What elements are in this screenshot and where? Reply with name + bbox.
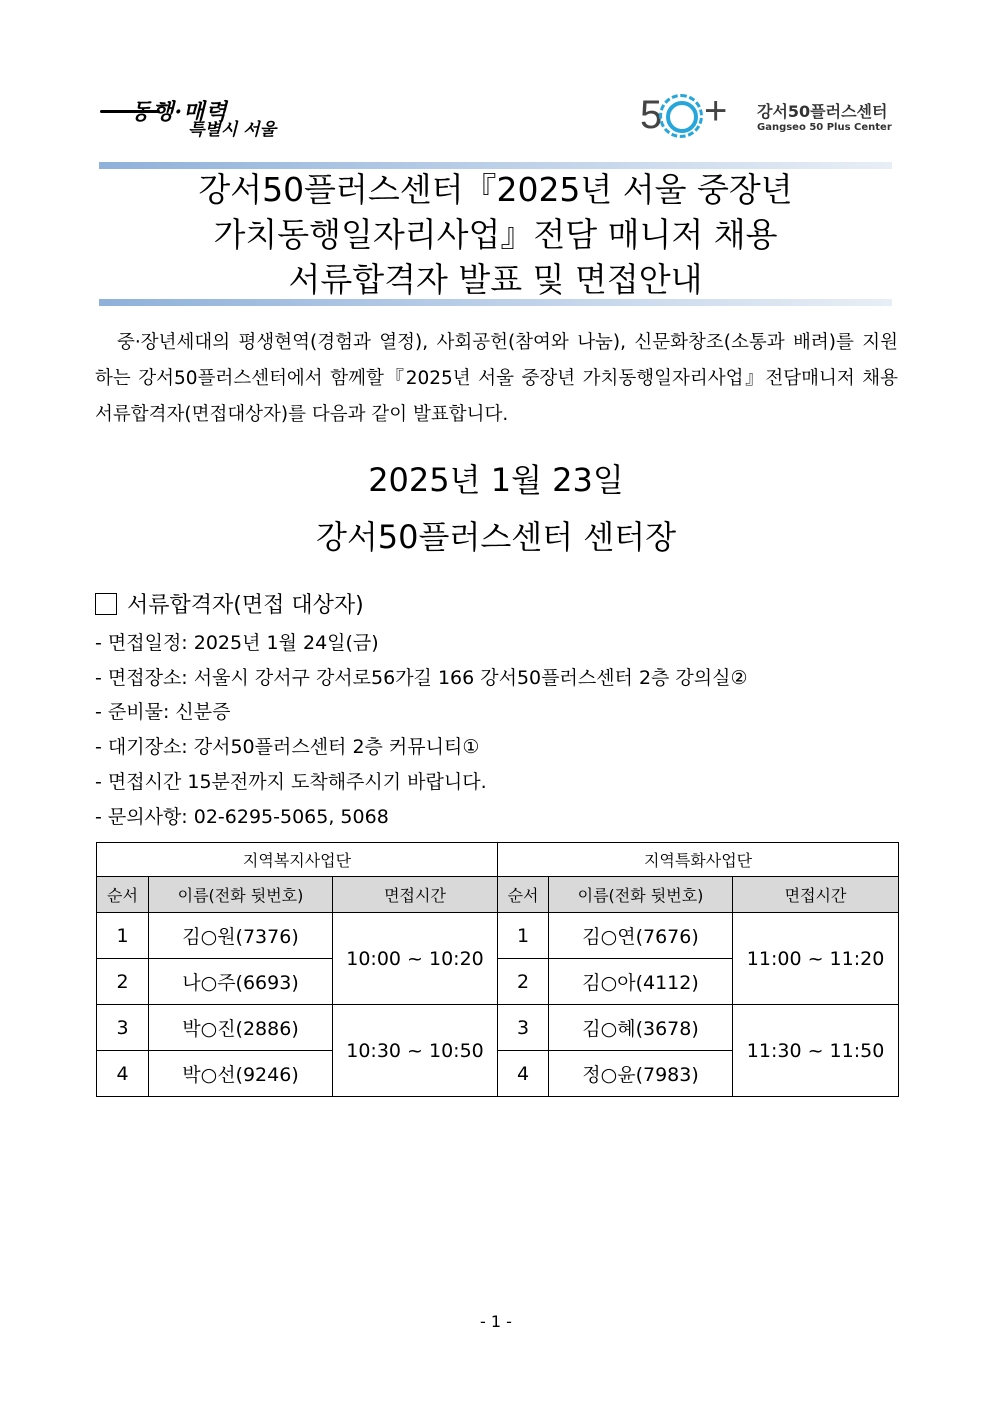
table-row [97, 913, 899, 959]
logo-five: 5 [640, 93, 663, 137]
name-cell: 김○아(4112) [549, 959, 733, 1005]
order-cell: 4 [97, 1051, 149, 1097]
info-item: - 대기장소: 강서50플러스센터 2층 커뮤니티① [95, 736, 480, 759]
column-header: 면접시간 [333, 877, 498, 913]
interview-info-list [95, 626, 748, 834]
announcement-date: 2025년 1월 23일 [368, 461, 624, 499]
time-cell: 11:00 ~ 11:20 [733, 913, 899, 1005]
page-number: - 1 - [480, 1312, 512, 1331]
column-header: 이름(전화 뒷번호) [549, 877, 733, 913]
name-cell: 박○선(9246) [149, 1051, 333, 1097]
order-cell: 2 [498, 959, 549, 1005]
column-header: 면접시간 [733, 877, 899, 913]
checkbox-icon [95, 593, 117, 615]
info-item: - 문의사항: 02-6295-5065, 5068 [95, 805, 389, 828]
title-line-3: 서류합격자 발표 및 면접안내 [288, 260, 703, 299]
column-header-row [97, 877, 899, 913]
section-heading-text: 서류합격자(면접 대상자) [127, 593, 364, 618]
center-logo [640, 89, 910, 145]
order-cell: 1 [498, 913, 549, 959]
logo-zero-icon [666, 101, 698, 133]
order-cell: 4 [498, 1051, 549, 1097]
time-cell: 10:00 ~ 10:20 [333, 913, 498, 1005]
title-line-1: 강서50플러스센터『2025년 서울 중장년 [198, 170, 793, 209]
group-header: 지역복지사업단 [97, 843, 498, 877]
name-cell: 정○윤(7983) [549, 1051, 733, 1097]
info-item: - 면접장소: 서울시 강서구 강서로56가길 166 강서50플러스센터 2층 강의실② [95, 666, 748, 689]
column-header: 이름(전화 뒷번호) [149, 877, 333, 913]
center-name-ko: 강서50플러스센터 [757, 102, 888, 121]
intro-paragraph: 중·장년세대의 평생현역(경험과 열정), 사회공헌(참여와 나눔), 신문화창조(소통과 배려)를 지원하는 강서50플러스센터에서 함께할『2025년 서울 중장년 가치동행일자리사업』전담매니저 채용 서류합격자(면접대상자)를 다음과 같이 발표합니다. [95, 332, 898, 425]
order-cell: 1 [97, 913, 149, 959]
title-line-2: 가치동행일자리사업』전담 매니저 채용 [213, 215, 778, 254]
group-header-row [97, 843, 899, 877]
order-cell: 2 [97, 959, 149, 1005]
signature: 강서50플러스센터 센터장 [315, 518, 676, 556]
order-cell: 3 [97, 1005, 149, 1051]
candidates-table [96, 842, 899, 1097]
title-bar-bottom [99, 299, 892, 306]
time-cell: 11:30 ~ 11:50 [733, 1005, 899, 1097]
info-item: - 면접일정: 2025년 1월 24일(금) [95, 632, 379, 654]
page-title [99, 167, 892, 302]
name-cell: 김○혜(3678) [549, 1005, 733, 1051]
seoul-logo [100, 95, 340, 140]
table-row [97, 1005, 899, 1051]
seoul-logo-line2: 특별시 서울 [188, 120, 277, 140]
seoul-logo-line1: 동행·매력 [130, 99, 228, 125]
center-name-en: Gangseo 50 Plus Center [757, 122, 892, 133]
name-cell: 김○연(7676) [549, 913, 733, 959]
info-item: - 준비물: 신분증 [95, 701, 231, 724]
name-cell: 김○원(7376) [149, 913, 333, 959]
column-header: 순서 [97, 877, 149, 913]
section-heading [95, 588, 364, 619]
name-cell: 박○진(2886) [149, 1005, 333, 1051]
column-header: 순서 [498, 877, 549, 913]
time-cell: 10:30 ~ 10:50 [333, 1005, 498, 1097]
order-cell: 3 [498, 1005, 549, 1051]
name-cell: 나○주(6693) [149, 959, 333, 1005]
info-item: - 면접시간 15분전까지 도착해주시기 바랍니다. [95, 770, 487, 793]
logo-plus-icon: + [704, 89, 728, 133]
group-header: 지역특화사업단 [498, 843, 899, 877]
